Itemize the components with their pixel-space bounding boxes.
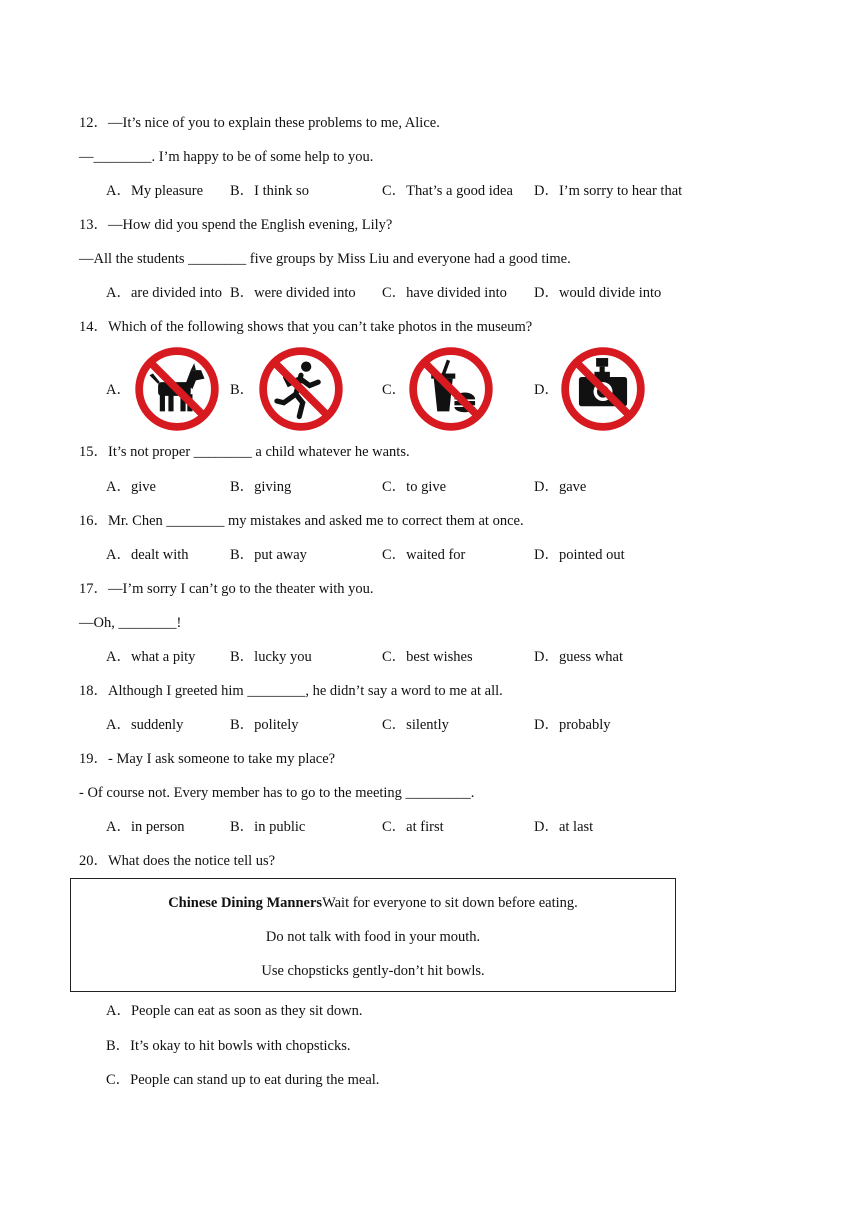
notice-title: Chinese Dining Manners: [168, 895, 323, 911]
question-18-stem: 18．Although I greeted him ________, he didn’t say a word to me at all.: [79, 683, 503, 699]
question-19-line2: - Of course not. Every member has to go to the meeting _________.: [79, 785, 475, 801]
option-d: D．I’m sorry to hear that: [534, 183, 683, 199]
option-b: B．It’s okay to hit bowls with chopsticks.: [106, 1038, 351, 1054]
question-20-stem: 20．What does the notice tell us?: [79, 853, 276, 869]
option-b: B．lucky you: [230, 649, 312, 665]
question-13-stem: 13．—How did you spend the English evening, Lily?: [79, 217, 393, 233]
option-b: B．politely: [230, 717, 299, 733]
question-17-stem: 17．—I’m sorry I can’t go to the theater with you.: [79, 581, 374, 597]
option-c: C．People can stand up to eat during the meal.: [106, 1072, 380, 1088]
option-c: C．to give: [382, 479, 447, 495]
notice-line-1: [71, 894, 675, 912]
option-a: A．are divided into: [106, 285, 222, 301]
no-camera-icon: [560, 346, 646, 432]
option-b: B．in public: [230, 819, 306, 835]
no-food-drink-icon: [408, 346, 494, 432]
question-14-stem: 14．Which of the following shows that you can’t take photos in the museum?: [79, 319, 533, 335]
question-17-line2: —Oh, ________!: [79, 615, 182, 631]
question-19-stem: 19．- May I ask someone to take my place?: [79, 751, 336, 767]
no-running-icon: [258, 346, 344, 432]
question-12-line2: —________. I’m happy to be of some help to you.: [79, 149, 374, 165]
option-b: B．I think so: [230, 183, 309, 199]
option-a: A．dealt with: [106, 547, 189, 563]
option-c: C．silently: [382, 717, 449, 733]
notice-rule-1: Wait for everyone to sit down before eating.: [322, 895, 578, 911]
option-c: C．: [382, 382, 407, 398]
option-a: A．in person: [106, 819, 185, 835]
option-d: D．would divide into: [534, 285, 662, 301]
option-c: C．have divided into: [382, 285, 507, 301]
question-15-stem: 15．It’s not proper ________ a child whatever he wants.: [79, 444, 410, 460]
option-d: D．pointed out: [534, 547, 625, 563]
option-b: B．were divided into: [230, 285, 356, 301]
option-a: A．give: [106, 479, 156, 495]
option-b: B．put away: [230, 547, 307, 563]
option-c: C．waited for: [382, 547, 466, 563]
option-c: C．at first: [382, 819, 444, 835]
option-d: D．at last: [534, 819, 594, 835]
notice-rule-2: Do not talk with food in your mouth.: [265, 929, 481, 945]
option-b: B．giving: [230, 479, 292, 495]
no-dogs-icon: [134, 346, 220, 432]
option-d: D．probably: [534, 717, 611, 733]
notice-rule-3: Use chopsticks gently-don’t hit bowls.: [261, 963, 485, 979]
option-a: A．My pleasure: [106, 183, 204, 199]
option-a: A．suddenly: [106, 717, 184, 733]
question-13-line2: —All the students ________ five groups by Miss Liu and everyone had a good time.: [79, 251, 571, 267]
question-16-stem: 16．Mr. Chen ________ my mistakes and asked me to correct them at once.: [79, 513, 524, 529]
option-c: C．That’s a good idea: [382, 183, 513, 199]
question-12-stem: 12．—It’s nice of you to explain these problems to me, Alice.: [79, 115, 440, 131]
option-d: D．gave: [534, 479, 587, 495]
option-d: D．guess what: [534, 649, 624, 665]
option-c: C．best wishes: [382, 649, 473, 665]
notice-box: [70, 878, 676, 992]
option-a: A．People can eat as soon as they sit down.: [106, 1003, 363, 1019]
option-a: A．: [106, 382, 131, 398]
option-d: D．: [534, 382, 559, 398]
option-b: B．: [230, 382, 255, 398]
option-a: A．what a pity: [106, 649, 196, 665]
